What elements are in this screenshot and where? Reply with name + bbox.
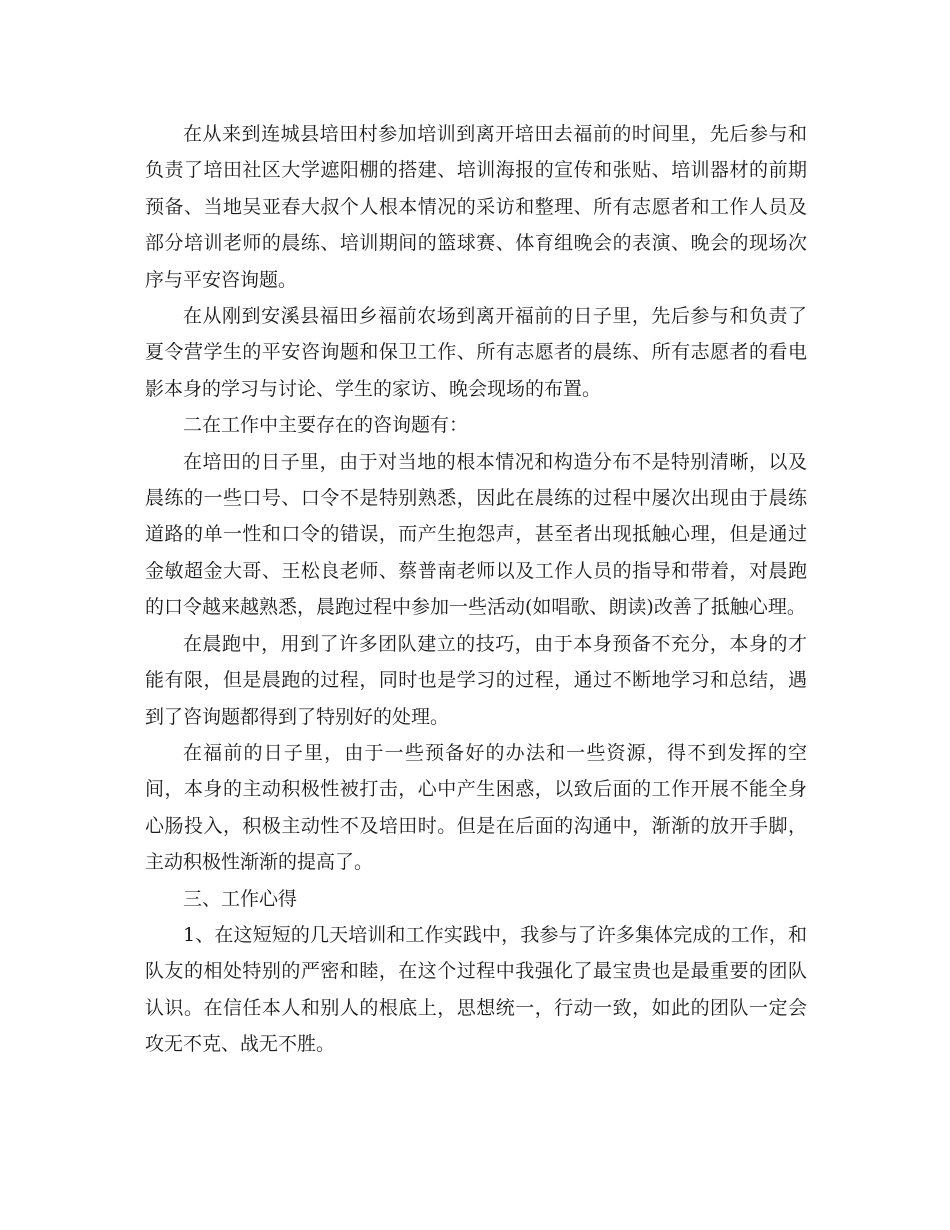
section-heading-problems: 二在工作中主要存在的咨询题有： xyxy=(183,414,469,437)
paragraph-training-duties: 在从来到连城县培田村参加培训到离开培田去福前的时间里，先后参与和负责了培田社区大学遮阳棚的搭建、培训海报的宣传和张贴、培训器材的前期预备、当地吴亚春大叔个人根本情况的采访和整理、所有志愿者和工作人员及部分培训老师的晨练、培训期间的篮球赛、体育组晚会的表演、晚会的现场次序与平安咨询题。 xyxy=(145,123,807,291)
paragraph-morning-run: 在晨跑中，用到了许多团队建立的技巧，由于本身预备不充分，本身的才能有限，但是晨跑的过程，同时也是学习的过程，通过不断地学习和总结，遇到了咨询题都得到了特别好的处理。 xyxy=(145,632,807,728)
paragraph-peitian-problems: 在培田的日子里，由于对当地的根本情况和构造分布不是特别清晰，以及晨练的一些口号、口令不是特别熟悉，因此在晨练的过程中屡次出现由于晨练道路的单一性和口令的错误，而产生抱怨声，甚至者出现抵触心理，但是通过金敏超金大哥、王松良老师、蔡普南老师以及工作人员的指导和带着，对晨跑的口令越来越熟悉，晨跑过程中参加一些活动(如唱歌、朗读)改善了抵触心理。 xyxy=(145,450,807,619)
document-body xyxy=(145,116,807,1063)
paragraph-fuqian-problems: 在福前的日子里，由于一些预备好的办法和一些资源，得不到发挥的空间，本身的主动积极性被打击，心中产生困惑，以致后面的工作开展不能全身心肠投入，积极主动性不及培田时。但是在后面的沟通中，渐渐的放开手脚，主动积极性渐渐的提高了。 xyxy=(145,741,807,874)
paragraph-teamwork: 1、在这短短的几天培训和工作实践中，我参与了许多集体完成的工作，和队友的相处特别的严密和睦，在这个过程中我强化了最宝贵也是最重要的团队认识。在信任本人和别人的根底上，思想统一，行动一致，如此的团队一定会攻无不克、战无不胜。 xyxy=(145,923,807,1056)
section-heading-experience: 三、工作心得 xyxy=(183,887,298,910)
paragraph-camp-duties: 在从刚到安溪县福田乡福前农场到离开福前的日子里，先后参与和负责了夏令营学生的平安咨询题和保卫工作、所有志愿者的晨练、所有志愿者的看电影本身的学习与讨论、学生的家访、晚会现场的布置。 xyxy=(145,305,807,400)
